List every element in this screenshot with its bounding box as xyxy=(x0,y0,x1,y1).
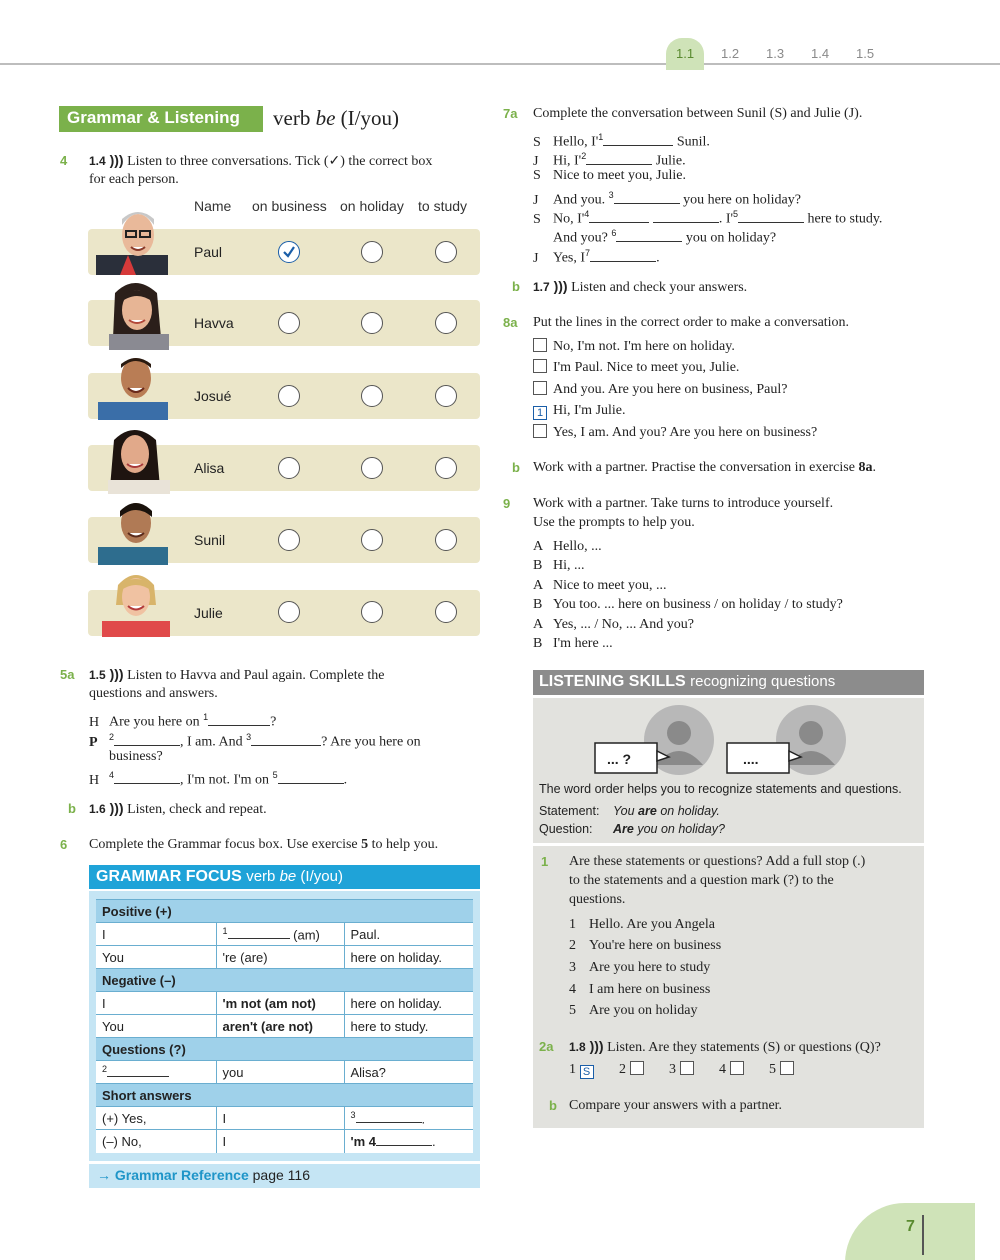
gf-cell: Alisa? xyxy=(344,1061,473,1084)
gf-cell: here on holiday. xyxy=(344,992,473,1015)
answer-box[interactable]: S xyxy=(580,1065,594,1079)
ex4-instruction-2: for each person. xyxy=(89,172,179,187)
person-paul: Paul xyxy=(194,244,223,260)
gf-cell: I xyxy=(216,1130,344,1153)
ex8a-instruction: Put the lines in the correct order to make a conversation. xyxy=(533,315,850,330)
gf-cell: You xyxy=(96,1015,216,1038)
ls-question: Question: Are you on holiday? xyxy=(539,822,725,836)
avatar-alisa xyxy=(92,422,172,494)
person-julie: Julie xyxy=(194,605,223,621)
gf-cell-blank-4[interactable]: 'm 4 . xyxy=(344,1130,473,1153)
ls-ex2b-number: b xyxy=(549,1098,557,1113)
person-alisa: Alisa xyxy=(194,460,225,476)
page-number-rule xyxy=(922,1215,924,1255)
ex7a-number: 7a xyxy=(503,106,518,121)
ex6-number: 6 xyxy=(60,837,68,852)
gf-cell: I xyxy=(96,992,216,1015)
col-name: Name xyxy=(194,198,232,214)
ex9-line: B You too. ... here on business / on holiday / to study? xyxy=(533,597,843,612)
ex9-instruction-2: Use the prompts to help you. xyxy=(533,515,695,530)
ex4-number: 4 xyxy=(60,153,68,168)
ls-ex1-item: 1 Hello. Are you Angela xyxy=(569,917,715,932)
col-on-business: on business xyxy=(252,198,327,214)
answer-box[interactable] xyxy=(730,1061,744,1075)
answer-box[interactable] xyxy=(630,1061,644,1075)
answer-box[interactable] xyxy=(780,1061,794,1075)
radio-alisa-business[interactable] xyxy=(278,457,300,479)
radio-julie-study[interactable] xyxy=(435,601,457,623)
bubble-statement: .... xyxy=(743,751,759,767)
gf-cell: here on holiday. xyxy=(344,946,473,969)
ex7a-line-7: J Yes, $I^7$ . xyxy=(533,248,660,266)
col-on-holiday: on holiday xyxy=(340,198,404,214)
ex5a-instruction: 1.5 ))) Listen to Havva and Paul again. Complete the xyxy=(89,666,385,683)
ls-ex1-number: 1 xyxy=(541,854,549,869)
ex9-instruction: Work with a partner. Take turns to introduce yourself. xyxy=(533,496,834,511)
ex7a-line-3: S Nice to meet you, Julie. xyxy=(533,168,686,183)
ex9-line: B Hi, ... xyxy=(533,558,585,573)
avatar-havva xyxy=(95,278,175,350)
gf-cell: I xyxy=(96,923,216,946)
ls-description: The word order helps you to recognize statements and questions. xyxy=(539,782,902,796)
radio-sunil-study[interactable] xyxy=(435,529,457,551)
person-havva: Havva xyxy=(194,315,234,331)
speakers-illustration xyxy=(593,703,853,775)
ls-ex1-item: 3 Are you here to study xyxy=(569,960,711,975)
ls-statement: Statement: You are on holiday. xyxy=(539,804,720,818)
section-badge: Grammar & Listening xyxy=(59,106,263,132)
ex8b-instruction: Work with a partner. Practise the conversation in exercise 8a. xyxy=(533,460,876,475)
order-box[interactable] xyxy=(533,338,547,352)
ex8b-number: b xyxy=(512,460,520,475)
ex8a-item: I'm Paul. Nice to meet you, Julie. xyxy=(533,358,739,377)
avatar-julie xyxy=(94,565,174,637)
nav-item-1-4[interactable]: 1.4 xyxy=(811,46,830,61)
gf-cell-blank-1[interactable]: $^1$ (am) xyxy=(216,923,344,946)
ex9-number: 9 xyxy=(503,496,511,511)
ex8a-item: Yes, I am. And you? Are you here on business? xyxy=(533,423,817,442)
gf-cell: 'm not (am not) xyxy=(216,992,344,1015)
gf-negative: Negative (–) xyxy=(96,969,473,992)
radio-josue-study[interactable] xyxy=(435,385,457,407)
ex7a-instruction: Complete the conversation between Sunil (S) and Julie (J). xyxy=(533,106,863,121)
person-josue: Josué xyxy=(194,388,232,404)
order-box[interactable]: 1 xyxy=(533,406,547,420)
order-box[interactable] xyxy=(533,424,547,438)
page-number: 7 xyxy=(906,1218,915,1235)
radio-alisa-study[interactable] xyxy=(435,457,457,479)
radio-havva-holiday[interactable] xyxy=(361,312,383,334)
ls-ex1-instruction-3: questions. xyxy=(569,892,626,907)
gf-cell: aren't (are not) xyxy=(216,1015,344,1038)
ex7a-line-4: J And you. $^3$ you here on holiday? xyxy=(533,190,801,208)
gf-questions: Questions (?) xyxy=(96,1038,473,1061)
gf-cell: I xyxy=(216,1107,344,1130)
ex7a-line-1: S Hello, $I'^1$ Sunil. xyxy=(533,132,710,150)
ex9-line: A Nice to meet you, ... xyxy=(533,578,667,593)
ex9-line: A Hello, ... xyxy=(533,539,602,554)
ls-ex2b-instruction: Compare your answers with a partner. xyxy=(569,1098,783,1113)
ex7a-line-5: S No, $I'^4$ . $I'^5$ here to study. xyxy=(533,209,883,227)
ex8a-item: 1 Hi, I'm Julie. xyxy=(533,401,626,420)
radio-sunil-business[interactable] xyxy=(278,529,300,551)
top-rule xyxy=(0,63,1000,65)
ex7a-line-2: J Hi, $I'^2$ Julie. xyxy=(533,151,686,169)
ex7b-instruction: 1.7 ))) Listen and check your answers. xyxy=(533,278,748,295)
ls-ex1-item: 4 I am here on business xyxy=(569,982,711,997)
ex5b-number: b xyxy=(68,801,76,816)
gf-cell: 're (are) xyxy=(216,946,344,969)
radio-josue-business[interactable] xyxy=(278,385,300,407)
radio-havva-study[interactable] xyxy=(435,312,457,334)
ex8a-item: No, I'm not. I'm here on holiday. xyxy=(533,337,735,356)
gf-cell-blank-3[interactable]: $^3$ . xyxy=(344,1107,473,1130)
ex7b-number: b xyxy=(512,279,520,294)
ex5b-instruction: 1.6 ))) Listen, check and repeat. xyxy=(89,800,267,817)
ex5a-line-2: P $^2$ , I am. And $^3$ ? Are you here on xyxy=(89,732,421,750)
grammar-focus-header: GRAMMAR FOCUS verb be (I/you) xyxy=(89,865,480,889)
ls-ex1-item: 2 You're here on business xyxy=(569,938,722,953)
ls-ex2a-boxes: 1 S 2 3 4 5 xyxy=(569,1060,800,1079)
nav-item-1-5[interactable]: 1.5 xyxy=(856,46,875,61)
bubble-question: ... ? xyxy=(607,751,632,767)
gf-short-answers: Short answers xyxy=(96,1084,473,1107)
ex4-instruction: 1.4 ))) Listen to three conversations. Tick (✓) the correct box xyxy=(89,152,433,169)
ls-ex2a-number: 2a xyxy=(539,1039,554,1054)
ls-ex1-item: 5 Are you on holiday xyxy=(569,1003,698,1018)
radio-josue-holiday[interactable] xyxy=(361,385,383,407)
radio-alisa-holiday[interactable] xyxy=(361,457,383,479)
ex9-line: B I'm here ... xyxy=(533,636,613,651)
ls-ex1-instruction: Are these statements or questions? Add a full stop (.) xyxy=(569,854,866,869)
radio-paul-study[interactable] xyxy=(435,241,457,263)
grammar-reference-link[interactable]: → Grammar Reference page 116 xyxy=(89,1164,480,1188)
radio-havva-business[interactable] xyxy=(278,312,300,334)
ex8a-item: And you. Are you here on business, Paul? xyxy=(533,380,787,399)
gf-cell-blank-2[interactable]: 2 xyxy=(96,1061,216,1084)
person-sunil: Sunil xyxy=(194,532,226,548)
ex5a-line-1: H Are you here on $^1$ ? xyxy=(89,712,277,730)
radio-julie-business[interactable] xyxy=(278,601,300,623)
ex9-line: A Yes, ... / No, ... And you? xyxy=(533,617,694,632)
order-box[interactable] xyxy=(533,381,547,395)
ls-ex1-instruction-2: to the statements and a question mark (?) to the xyxy=(569,873,834,888)
gf-cell: (+) Yes, xyxy=(96,1107,216,1130)
radio-sunil-holiday[interactable] xyxy=(361,529,383,551)
listening-skills-header: LISTENING SKILLS recognizing questions xyxy=(533,670,924,695)
gf-cell: here to study. xyxy=(344,1015,473,1038)
ls-ex2a-instruction: 1.8 ))) Listen. Are they statements (S) or questions (Q)? xyxy=(569,1038,881,1055)
avatar-josue xyxy=(92,348,172,420)
col-to-study: to study xyxy=(418,198,468,214)
ex5a-number: 5a xyxy=(60,667,75,682)
ex5a-line-3: business? xyxy=(109,749,163,764)
nav-item-1-1[interactable]: 1.1 xyxy=(676,46,695,61)
order-box[interactable] xyxy=(533,359,547,373)
ex7a-line-6: And you? $^6$ you on holiday? xyxy=(553,228,777,246)
radio-julie-holiday[interactable] xyxy=(361,601,383,623)
grammar-focus-table xyxy=(96,899,473,1153)
avatar-paul xyxy=(88,203,168,275)
gf-positive: Positive (+) xyxy=(96,900,473,923)
ex5a-line-4: H $^4$ , I'm not. I'm on $^5$ . xyxy=(89,770,348,788)
avatar-sunil xyxy=(92,493,172,565)
nav-item-1-2[interactable]: 1.2 xyxy=(721,46,740,61)
gf-cell: Paul. xyxy=(344,923,473,946)
check-icon xyxy=(279,242,299,262)
section-subtitle: verb be (I/you) xyxy=(273,106,399,130)
radio-paul-business[interactable] xyxy=(278,241,300,263)
nav-item-1-3[interactable]: 1.3 xyxy=(766,46,785,61)
gf-cell: (–) No, xyxy=(96,1130,216,1153)
gf-cell: You xyxy=(96,946,216,969)
ex5a-instruction-2: questions and answers. xyxy=(89,686,218,701)
answer-box[interactable] xyxy=(680,1061,694,1075)
gf-cell: you xyxy=(216,1061,344,1084)
radio-paul-holiday[interactable] xyxy=(361,241,383,263)
ex8a-number: 8a xyxy=(503,315,518,330)
ex6-instruction: Complete the Grammar focus box. Use exercise 5 to help you. xyxy=(89,837,439,852)
